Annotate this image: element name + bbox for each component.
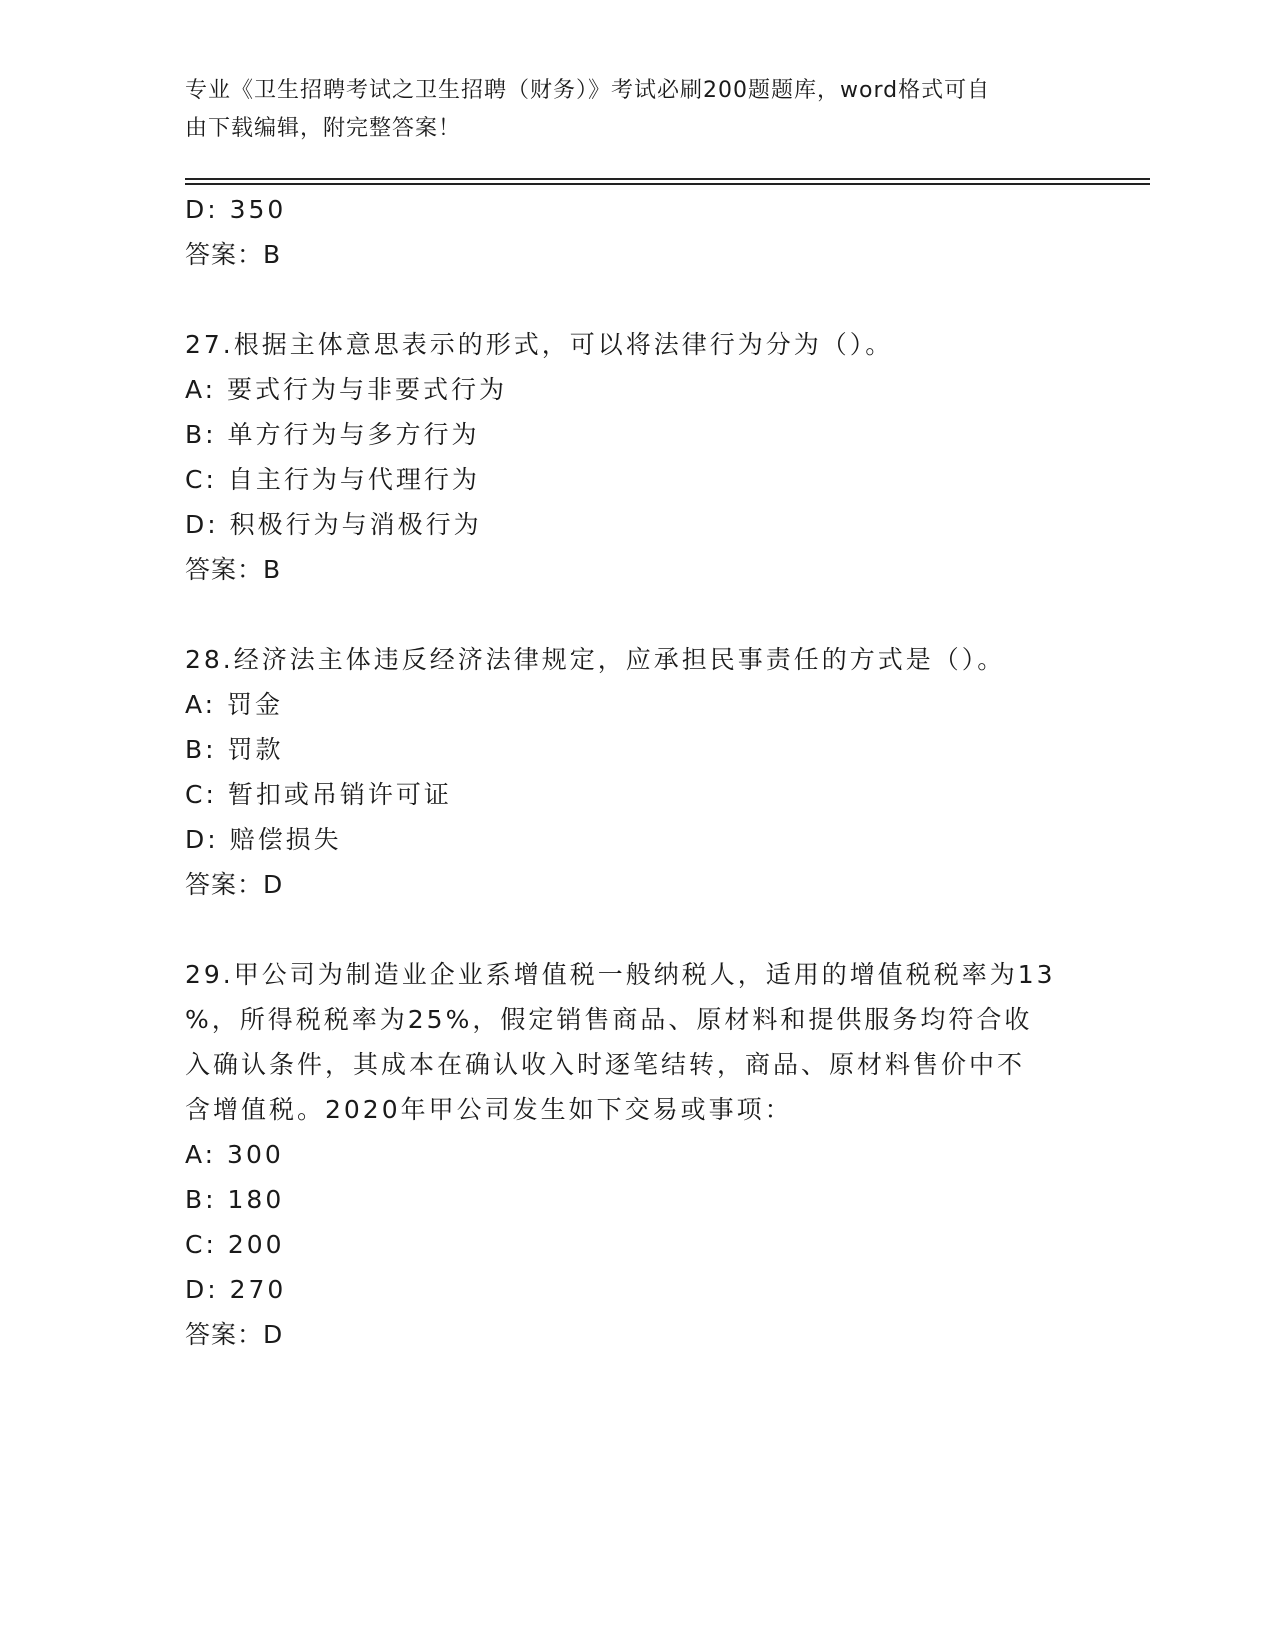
header-rule-bottom <box>185 183 1150 185</box>
question-text-line-4: 含增值税。2020年甲公司发生如下交易或事项： <box>185 1095 793 1124</box>
spacer <box>185 277 1085 322</box>
spacer <box>185 592 1085 637</box>
option-c: C: 自主行为与代理行为 <box>185 465 480 494</box>
question-text: 27.根据主体意思表示的形式，可以将法律行为分为（）。 <box>185 330 894 359</box>
option-c: C: 暂扣或吊销许可证 <box>185 780 452 809</box>
answer: 答案：B <box>185 555 282 584</box>
header-line-2: 由下载编辑，附完整答案！ <box>185 116 462 141</box>
answer: 答案：D <box>185 870 284 899</box>
question-text-line-3: 入确认条件，其成本在确认收入时逐笔结转，商品、原材料售价中不 <box>185 1050 1026 1079</box>
option-b: B: 单方行为与多方行为 <box>185 420 480 449</box>
option-a: A: 要式行为与非要式行为 <box>185 375 508 404</box>
option-a: A: 300 <box>185 1140 284 1169</box>
option-d: D: 赔偿损失 <box>185 825 342 854</box>
spacer <box>185 907 1085 952</box>
option-d: D: 270 <box>185 1275 287 1304</box>
question-29 <box>185 952 1085 1357</box>
question-content <box>185 187 1085 1357</box>
prev-answer: 答案：B <box>185 240 282 269</box>
header-line-1: 专业《卫生招聘考试之卫生招聘（财务）》考试必刷200题题库，word格式可自 <box>185 78 991 103</box>
answer: 答案：D <box>185 1320 284 1349</box>
option-a: A: 罚金 <box>185 690 284 719</box>
question-text-line-1: 29.甲公司为制造业企业系增值税一般纳税人，适用的增值税税率为13 <box>185 960 1056 989</box>
option-c: C: 200 <box>185 1230 285 1259</box>
question-text: 28.经济法主体违反经济法律规定，应承担民事责任的方式是（）。 <box>185 645 1006 674</box>
question-28 <box>185 637 1085 907</box>
option-b: B: 罚款 <box>185 735 284 764</box>
question-27 <box>185 322 1085 592</box>
option-b: B: 180 <box>185 1185 285 1214</box>
document-header <box>185 72 1065 148</box>
header-rule-top <box>185 178 1150 180</box>
prev-option-d: D: 350 <box>185 195 287 224</box>
option-d: D: 积极行为与消极行为 <box>185 510 482 539</box>
question-text-line-2: %，所得税税率为25%，假定销售商品、原材料和提供服务均符合收 <box>185 1005 1033 1034</box>
